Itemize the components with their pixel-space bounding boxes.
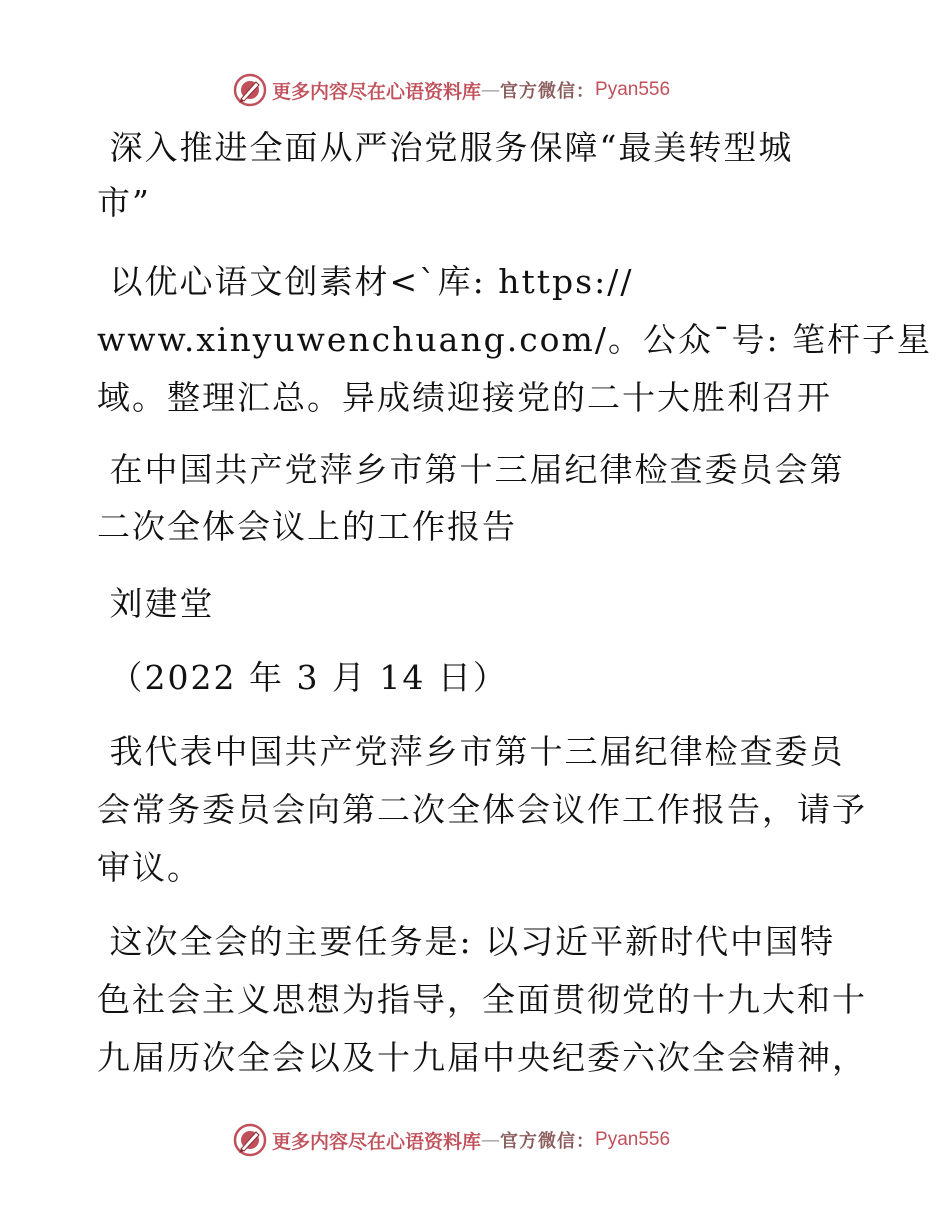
pen-logo-icon — [232, 72, 268, 108]
source-line-1: 以优心语文创素材<`库: https:// — [97, 262, 634, 301]
banner-wechat-id: Pyan556 — [595, 79, 671, 100]
title-line-1: 深入推进全面从严治党服务保障“最美转型城 — [97, 128, 794, 167]
para1-line-2: 会常务委员会向第二次全体会议作工作报告，请予 — [97, 790, 867, 829]
banner-title: 更多内容尽在心语资料库 — [272, 80, 482, 103]
banner-dash: — — [481, 79, 501, 101]
source-line-2: www.xinyuwenchuang.com/。公众¯号: 笔杆子星 — [97, 320, 933, 359]
para1-line-1: 我代表中国共产党萍乡市第十三届纪律检查委员 — [97, 732, 845, 771]
para2-line-1: 这次全会的主要任务是: 以习近平新时代中国特 — [97, 922, 836, 961]
author: 刘建堂 — [97, 584, 215, 623]
footer-banner — [232, 1120, 670, 1160]
title-line-2: 市” — [97, 183, 151, 222]
banner-wechat-label: 官方微信： — [500, 1131, 596, 1152]
subtitle-line-2: 二次全体会议上的工作报告 — [97, 507, 517, 546]
para2-line-2: 色社会主义思想为指导，全面贯彻党的十九大和十 — [97, 980, 867, 1019]
subtitle-line-1: 在中国共产党萍乡市第十三届纪律检查委员会第 — [97, 450, 845, 489]
pen-logo-icon — [232, 1122, 268, 1158]
header-banner — [232, 70, 670, 110]
banner-dash: — — [481, 1129, 501, 1151]
source-line-3: 域。整理汇总。异成绩迎接党的二十大胜利召开 — [97, 378, 832, 417]
date: （2022 年 3 月 14 日） — [97, 658, 508, 697]
para1-line-3: 审议。 — [97, 848, 202, 887]
banner-wechat-id: Pyan556 — [595, 1129, 671, 1150]
para2-line-3: 九届历次全会以及十九届中央纪委六次全会精神， — [97, 1038, 867, 1077]
banner-title: 更多内容尽在心语资料库 — [272, 1130, 482, 1153]
banner-wechat-label: 官方微信： — [500, 81, 596, 102]
